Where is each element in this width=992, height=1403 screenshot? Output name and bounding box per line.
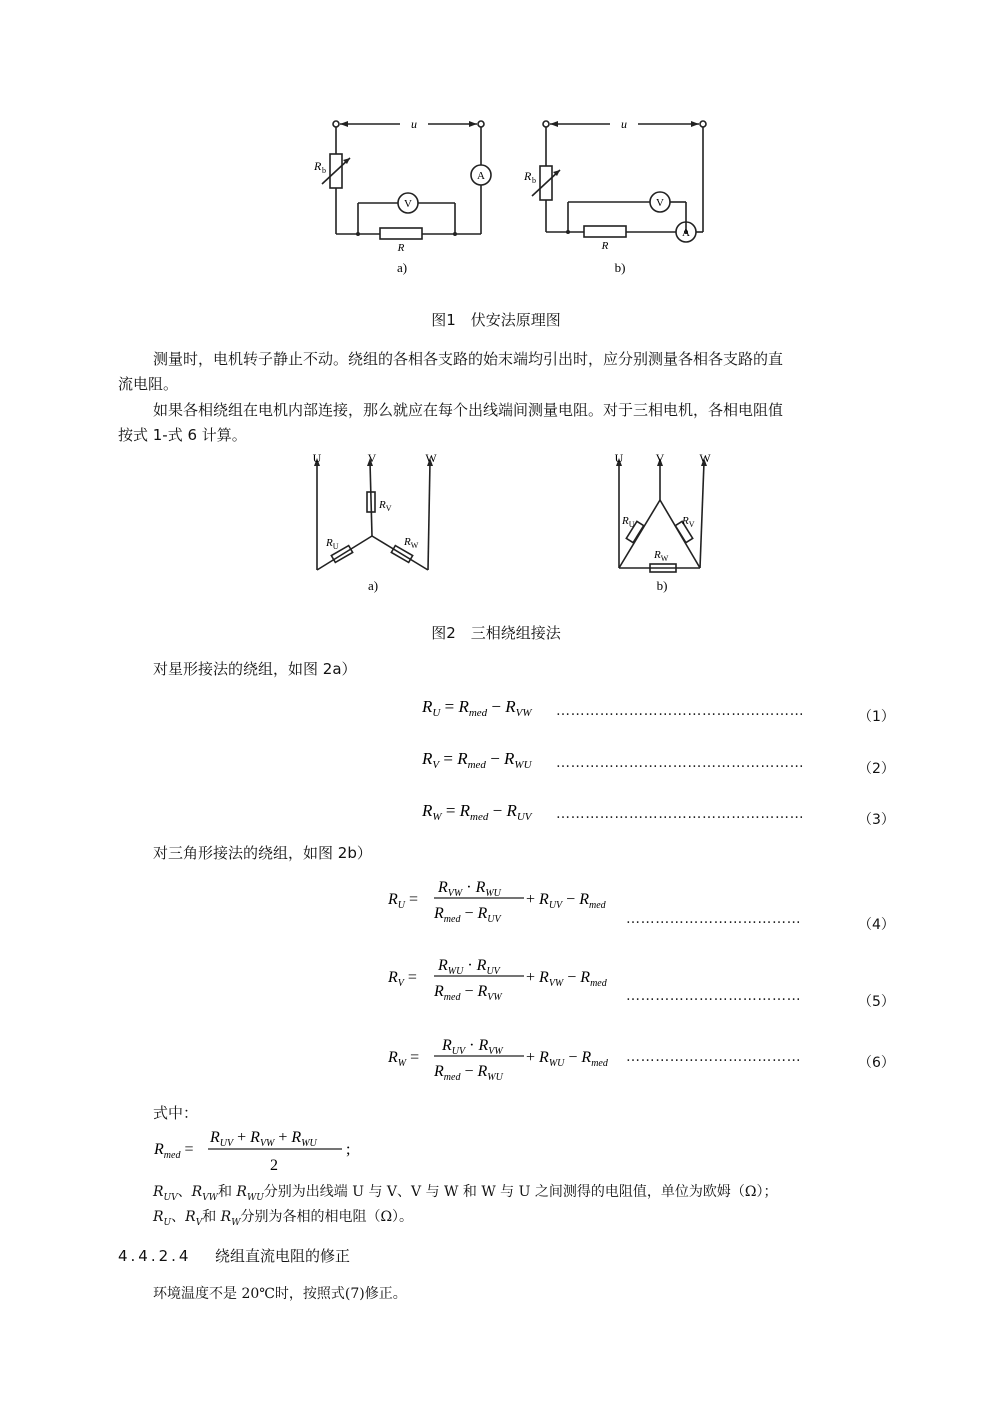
- equation-6-number: （6）: [858, 1055, 895, 1071]
- paragraph1-line1: 测量时，电机转子静止不动。绕组的各相各支路的始末端均引出时，应分别测量各相各支路的直: [153, 350, 784, 368]
- fig1b-rb-label: R: [524, 169, 532, 183]
- fig1a-u-label: u: [411, 117, 417, 131]
- svg-text:Rmed =: $R_{med}$ =: [154, 1141, 194, 1161]
- fig2b-w-label: W: [699, 451, 711, 465]
- equation-6-leader: ………………………………: [626, 1049, 802, 1065]
- fig2-sub-a: a): [367, 578, 379, 593]
- rmed-equation: [152, 1124, 372, 1176]
- svg-text:RVW · RWU: $R_{VW} \cdot R_{WU}$: [438, 879, 501, 899]
- equation-2: $R_V = R_{med} - R_{WU}$: [422, 749, 532, 771]
- fig2a-w-label: W: [425, 451, 437, 465]
- definition-line2-text: 分别为各相的相电阻（Ω）。: [240, 1209, 414, 1225]
- correction-note: 环境温度不是 20℃时，按照式(7)修正。: [153, 1286, 407, 1302]
- fig1b-ammeter-label: A: [682, 227, 690, 239]
- definition-line1: $R_{UV}$、$R_{VW}$和 $R_{WU}$分别为出线端 U 与 V、V 与 W 和 W 与 U 之间测得的电阻值，单位为欧姆（Ω）；: [153, 1184, 778, 1203]
- svg-text:RW =: $R_W$ =: [388, 1049, 420, 1069]
- star-intro: 对星形接法的绕组，如图 2a）: [153, 660, 357, 678]
- svg-text:Rmed − RUV: $R_{med} - R_{UV}$: [434, 905, 501, 925]
- svg-text:RV =: $R_V$ =: [388, 969, 417, 989]
- svg-text:+ RWU − Rmed: + $R_{WU} - R_{med}$: [526, 1049, 608, 1069]
- fig1b-r-label: R: [601, 240, 609, 252]
- fig1a-r-label: R: [397, 242, 405, 254]
- delta-intro: 对三角形接法的绕组，如图 2b）: [153, 844, 372, 862]
- equation-3-number: （3）: [858, 812, 895, 828]
- equation-3-leader: ……………………………………………: [556, 806, 805, 822]
- paragraph2-line1: 如果各相绕组在电机内部连接，那么就应在每个出线端间测量电阻。对于三相电机，各相电阻值: [153, 401, 784, 419]
- svg-text:2: 2: [270, 1157, 278, 1174]
- svg-text:Rmed − RWU: $R_{med} - R_{WU}$: [434, 1063, 503, 1083]
- fig1a-ammeter-label: A: [477, 170, 485, 182]
- equation-4-number: （4）: [858, 917, 895, 933]
- fig2a-v-label: V: [367, 451, 377, 465]
- fig1a-rb-label: R: [314, 159, 322, 173]
- fig2a-rv-label: $R_V$: [379, 499, 392, 513]
- equation-4-leader: ………………………………: [626, 911, 802, 927]
- equation-1-number: （1）: [858, 709, 895, 725]
- fig2b-rv-label: $R_V$: [682, 515, 695, 529]
- figure1-caption: 图1 伏安法原理图: [431, 311, 561, 329]
- where-label: 式中：: [153, 1104, 199, 1122]
- fig2b-v-label: V: [655, 451, 665, 465]
- svg-text:RUV + RVW + RWU: $R_{UV} + R_{VW} + R_{WU}$: [210, 1129, 317, 1149]
- star-equations: [420, 692, 560, 832]
- svg-text:+ RVW − Rmed: + $R_{VW} - R_{med}$: [526, 969, 607, 989]
- fig1a-voltmeter-label: V: [404, 198, 412, 210]
- equation-6: [387, 1037, 609, 1083]
- equation-5-leader: ………………………………: [626, 988, 802, 1004]
- definition-line2: $R_U$、$R_V$和 $R_W$分别为各相的相电阻（Ω）。: [153, 1209, 414, 1228]
- figure2-caption: 图2 三相绕组接法: [431, 624, 561, 642]
- equation-1: $R_U = R_{med} - R_{VW}$: [422, 697, 532, 719]
- equation-2-number: （2）: [858, 761, 895, 777]
- fig2a-ru-label: $R_U$: [326, 537, 339, 551]
- equation-5-number: （5）: [858, 994, 895, 1010]
- figure2-windings: [300, 448, 730, 598]
- fig2b-rw-label: $R_W$: [654, 549, 669, 563]
- paragraph1-line2: 流电阻。: [118, 375, 179, 393]
- section-number: 4.4.2.4: [118, 1247, 192, 1265]
- equation-4: [387, 879, 607, 925]
- definition-line1-text: 分别为出线端 U 与 V、V 与 W 和 W 与 U 之间测得的电阻值，单位为欧姆（Ω）；: [263, 1184, 778, 1200]
- fig2-sub-b: b): [656, 578, 668, 593]
- svg-text:;: ;: [346, 1141, 351, 1158]
- figure1-circuits: [300, 110, 730, 280]
- fig1a-rb-sub: b: [322, 166, 326, 175]
- fig1b-rb-sub: b: [532, 176, 536, 185]
- section-title: 绕组直流电阻的修正: [215, 1247, 351, 1265]
- fig2a-rw-label: $R_W$: [404, 536, 419, 550]
- equation-5: [387, 957, 608, 1003]
- section-heading: [118, 1244, 350, 1268]
- equation-2-leader: ……………………………………………: [556, 755, 805, 771]
- fig1b-voltmeter-label: V: [656, 197, 664, 209]
- fig2b-u-label: U: [614, 451, 624, 465]
- paragraph2-line2: 按式 1-式 6 计算。: [118, 426, 247, 444]
- delta-equations: [386, 872, 636, 1092]
- equation-3: $R_W = R_{med} - R_{UV}$: [422, 801, 532, 823]
- svg-text:+ RUV − Rmed: + $R_{UV} - R_{med}$: [526, 891, 606, 911]
- svg-text:RWU · RUV: $R_{WU} \cdot R_{UV}$: [438, 957, 500, 977]
- svg-text:Rmed − RVW: $R_{med} - R_{VW}$: [434, 983, 502, 1003]
- fig1-sub-a: a): [396, 260, 408, 275]
- svg-text:RU =: $R_U$ =: [388, 891, 419, 911]
- fig1-sub-b: b): [614, 260, 626, 275]
- equation-1-leader: ……………………………………………: [556, 703, 805, 719]
- fig2b-ru-label: $R_U$: [622, 515, 635, 529]
- fig1b-u-label: u: [621, 117, 627, 131]
- fig2a-u-label: U: [312, 451, 322, 465]
- svg-text:RUV · RVW: $R_{UV} \cdot R_{VW}$: [442, 1037, 503, 1057]
